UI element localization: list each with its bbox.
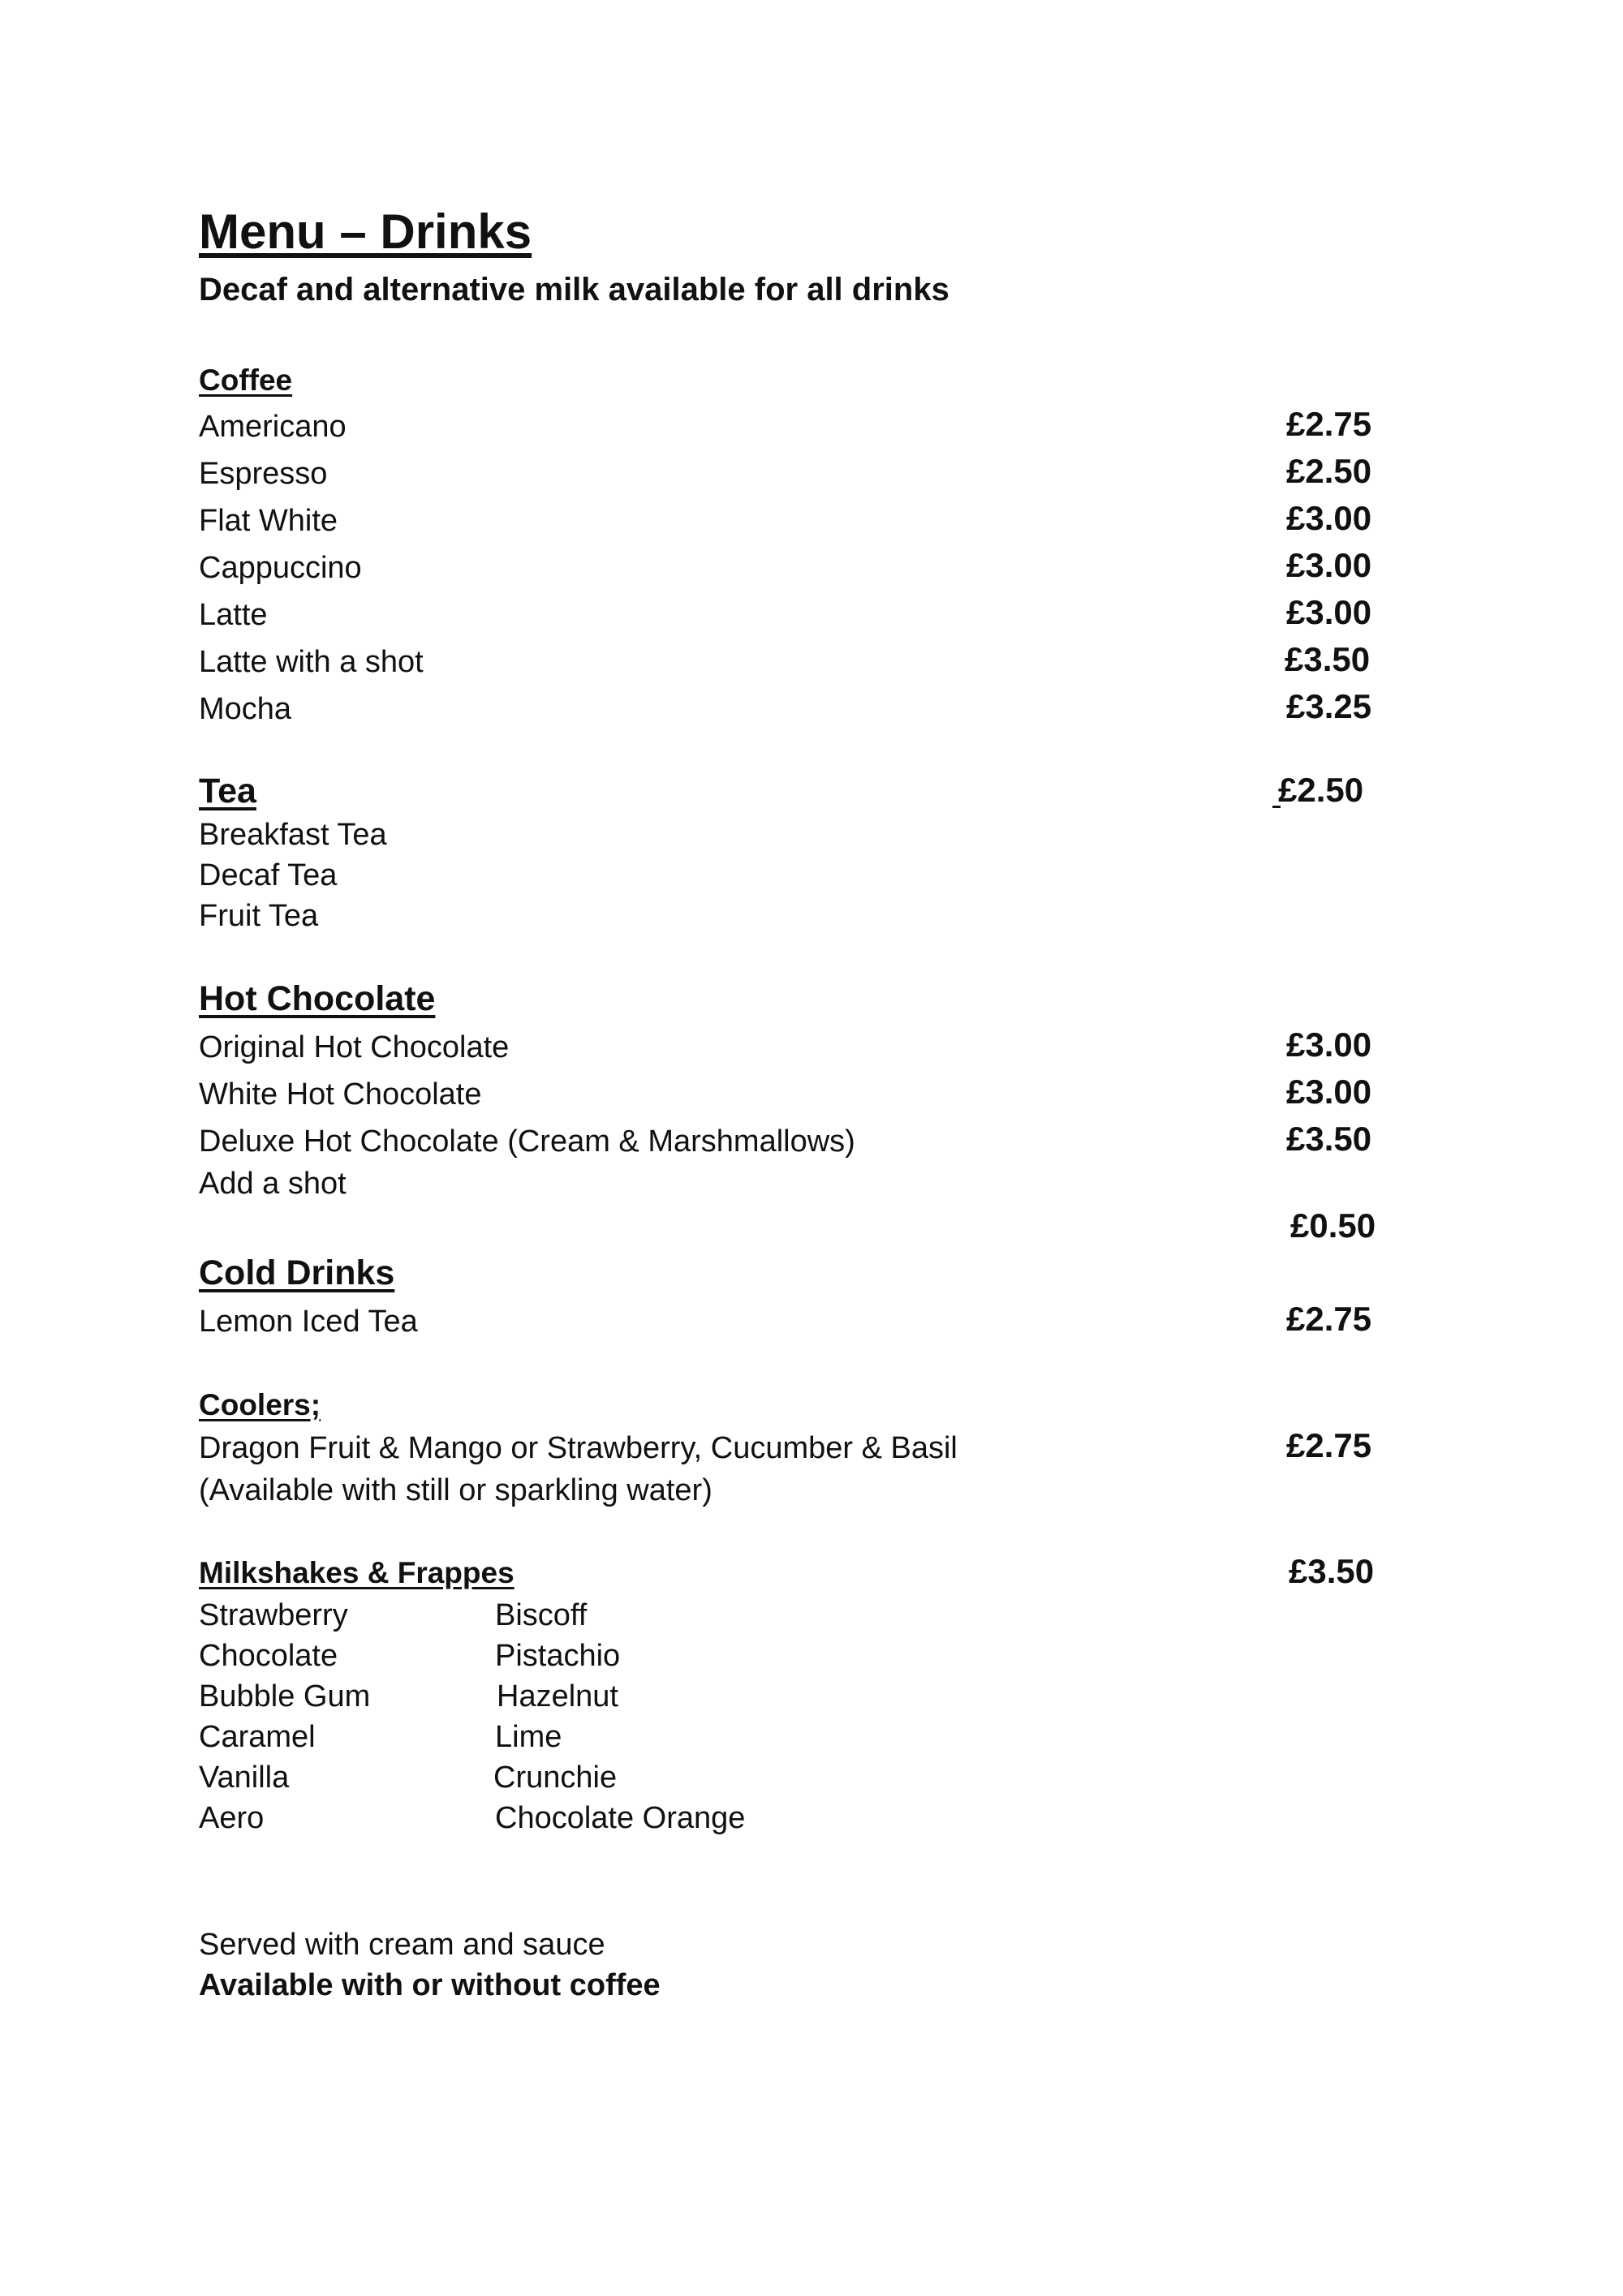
menu-item-price: £3.00: [1286, 593, 1372, 631]
menu-item-name: Espresso: [199, 457, 328, 491]
page-subtitle: Decaf and alternative milk available for all drinks: [199, 272, 949, 307]
menu-item-name: Latte with a shot: [199, 645, 424, 679]
tea-item: Decaf Tea: [199, 858, 338, 892]
flavour-item: Chocolate Orange: [495, 1801, 746, 1835]
page-title: Menu – Drinks: [199, 204, 532, 259]
add-shot-price: £0.50: [1290, 1206, 1376, 1245]
add-shot-label: Add a shot: [199, 1167, 347, 1201]
flavour-item: Caramel: [199, 1720, 316, 1754]
menu-item-price: £2.75: [1286, 1300, 1372, 1338]
section-heading-tea: Tea: [199, 772, 256, 810]
tea-item: Breakfast Tea: [199, 818, 387, 852]
menu-item-name: Mocha: [199, 692, 292, 726]
section-heading-coolers: Coolers;: [199, 1388, 321, 1421]
menu-item-name: White Hot Chocolate: [199, 1077, 482, 1111]
menu-item-price: £3.00: [1286, 499, 1372, 537]
menu-item-price: £2.50: [1286, 452, 1372, 490]
menu-item-price: £3.00: [1286, 546, 1372, 584]
footer-coffee-note: Available with or without coffee: [199, 1968, 661, 2002]
menu-item-price: £3.25: [1286, 687, 1372, 725]
flavour-item: Bubble Gum: [199, 1679, 371, 1713]
tea-price: £2.50: [1278, 771, 1364, 809]
section-heading-coffee: Coffee: [199, 363, 293, 397]
flavour-item: Vanilla: [199, 1761, 290, 1795]
menu-item-price: £3.00: [1286, 1025, 1372, 1064]
flavour-item: Hazelnut: [497, 1679, 618, 1713]
milkshakes-price: £3.50: [1289, 1552, 1375, 1590]
menu-item-price: £3.00: [1286, 1073, 1372, 1111]
flavour-item: Strawberry: [199, 1598, 348, 1632]
menu-item-price: £2.75: [1286, 405, 1372, 443]
section-heading-milkshakes: Milkshakes & Frappes: [199, 1556, 514, 1589]
footer-served-note: Served with cream and sauce: [199, 1928, 605, 1962]
menu-item-name: Deluxe Hot Chocolate (Cream & Marshmallows): [199, 1124, 855, 1159]
section-heading-cold-drinks: Cold Drinks: [199, 1253, 395, 1292]
menu-item-name: Flat White: [199, 504, 338, 538]
flavour-item: Pistachio: [495, 1639, 621, 1673]
flavour-item: Lime: [495, 1720, 562, 1754]
menu-item-price: £3.50: [1285, 640, 1371, 678]
flavour-item: Chocolate: [199, 1639, 338, 1673]
coolers-note: (Available with still or sparkling water): [199, 1473, 712, 1507]
coolers-description: Dragon Fruit & Mango or Strawberry, Cucumber & Basil: [199, 1431, 958, 1465]
menu-item-name: Latte: [199, 598, 268, 632]
flavour-item: Crunchie: [493, 1761, 618, 1795]
menu-item-price: £3.50: [1286, 1120, 1372, 1158]
menu-item-name: Original Hot Chocolate: [199, 1030, 510, 1064]
menu-item-name: Cappuccino: [199, 551, 362, 585]
coolers-price: £2.75: [1286, 1426, 1372, 1464]
menu-item-name: Lemon Iced Tea: [199, 1305, 418, 1339]
flavour-item: Biscoff: [495, 1598, 588, 1632]
menu-item-name: Americano: [199, 410, 347, 444]
tea-item: Fruit Tea: [199, 899, 319, 933]
flavour-item: Aero: [199, 1801, 265, 1835]
section-heading-hot-chocolate: Hot Chocolate: [199, 979, 436, 1018]
